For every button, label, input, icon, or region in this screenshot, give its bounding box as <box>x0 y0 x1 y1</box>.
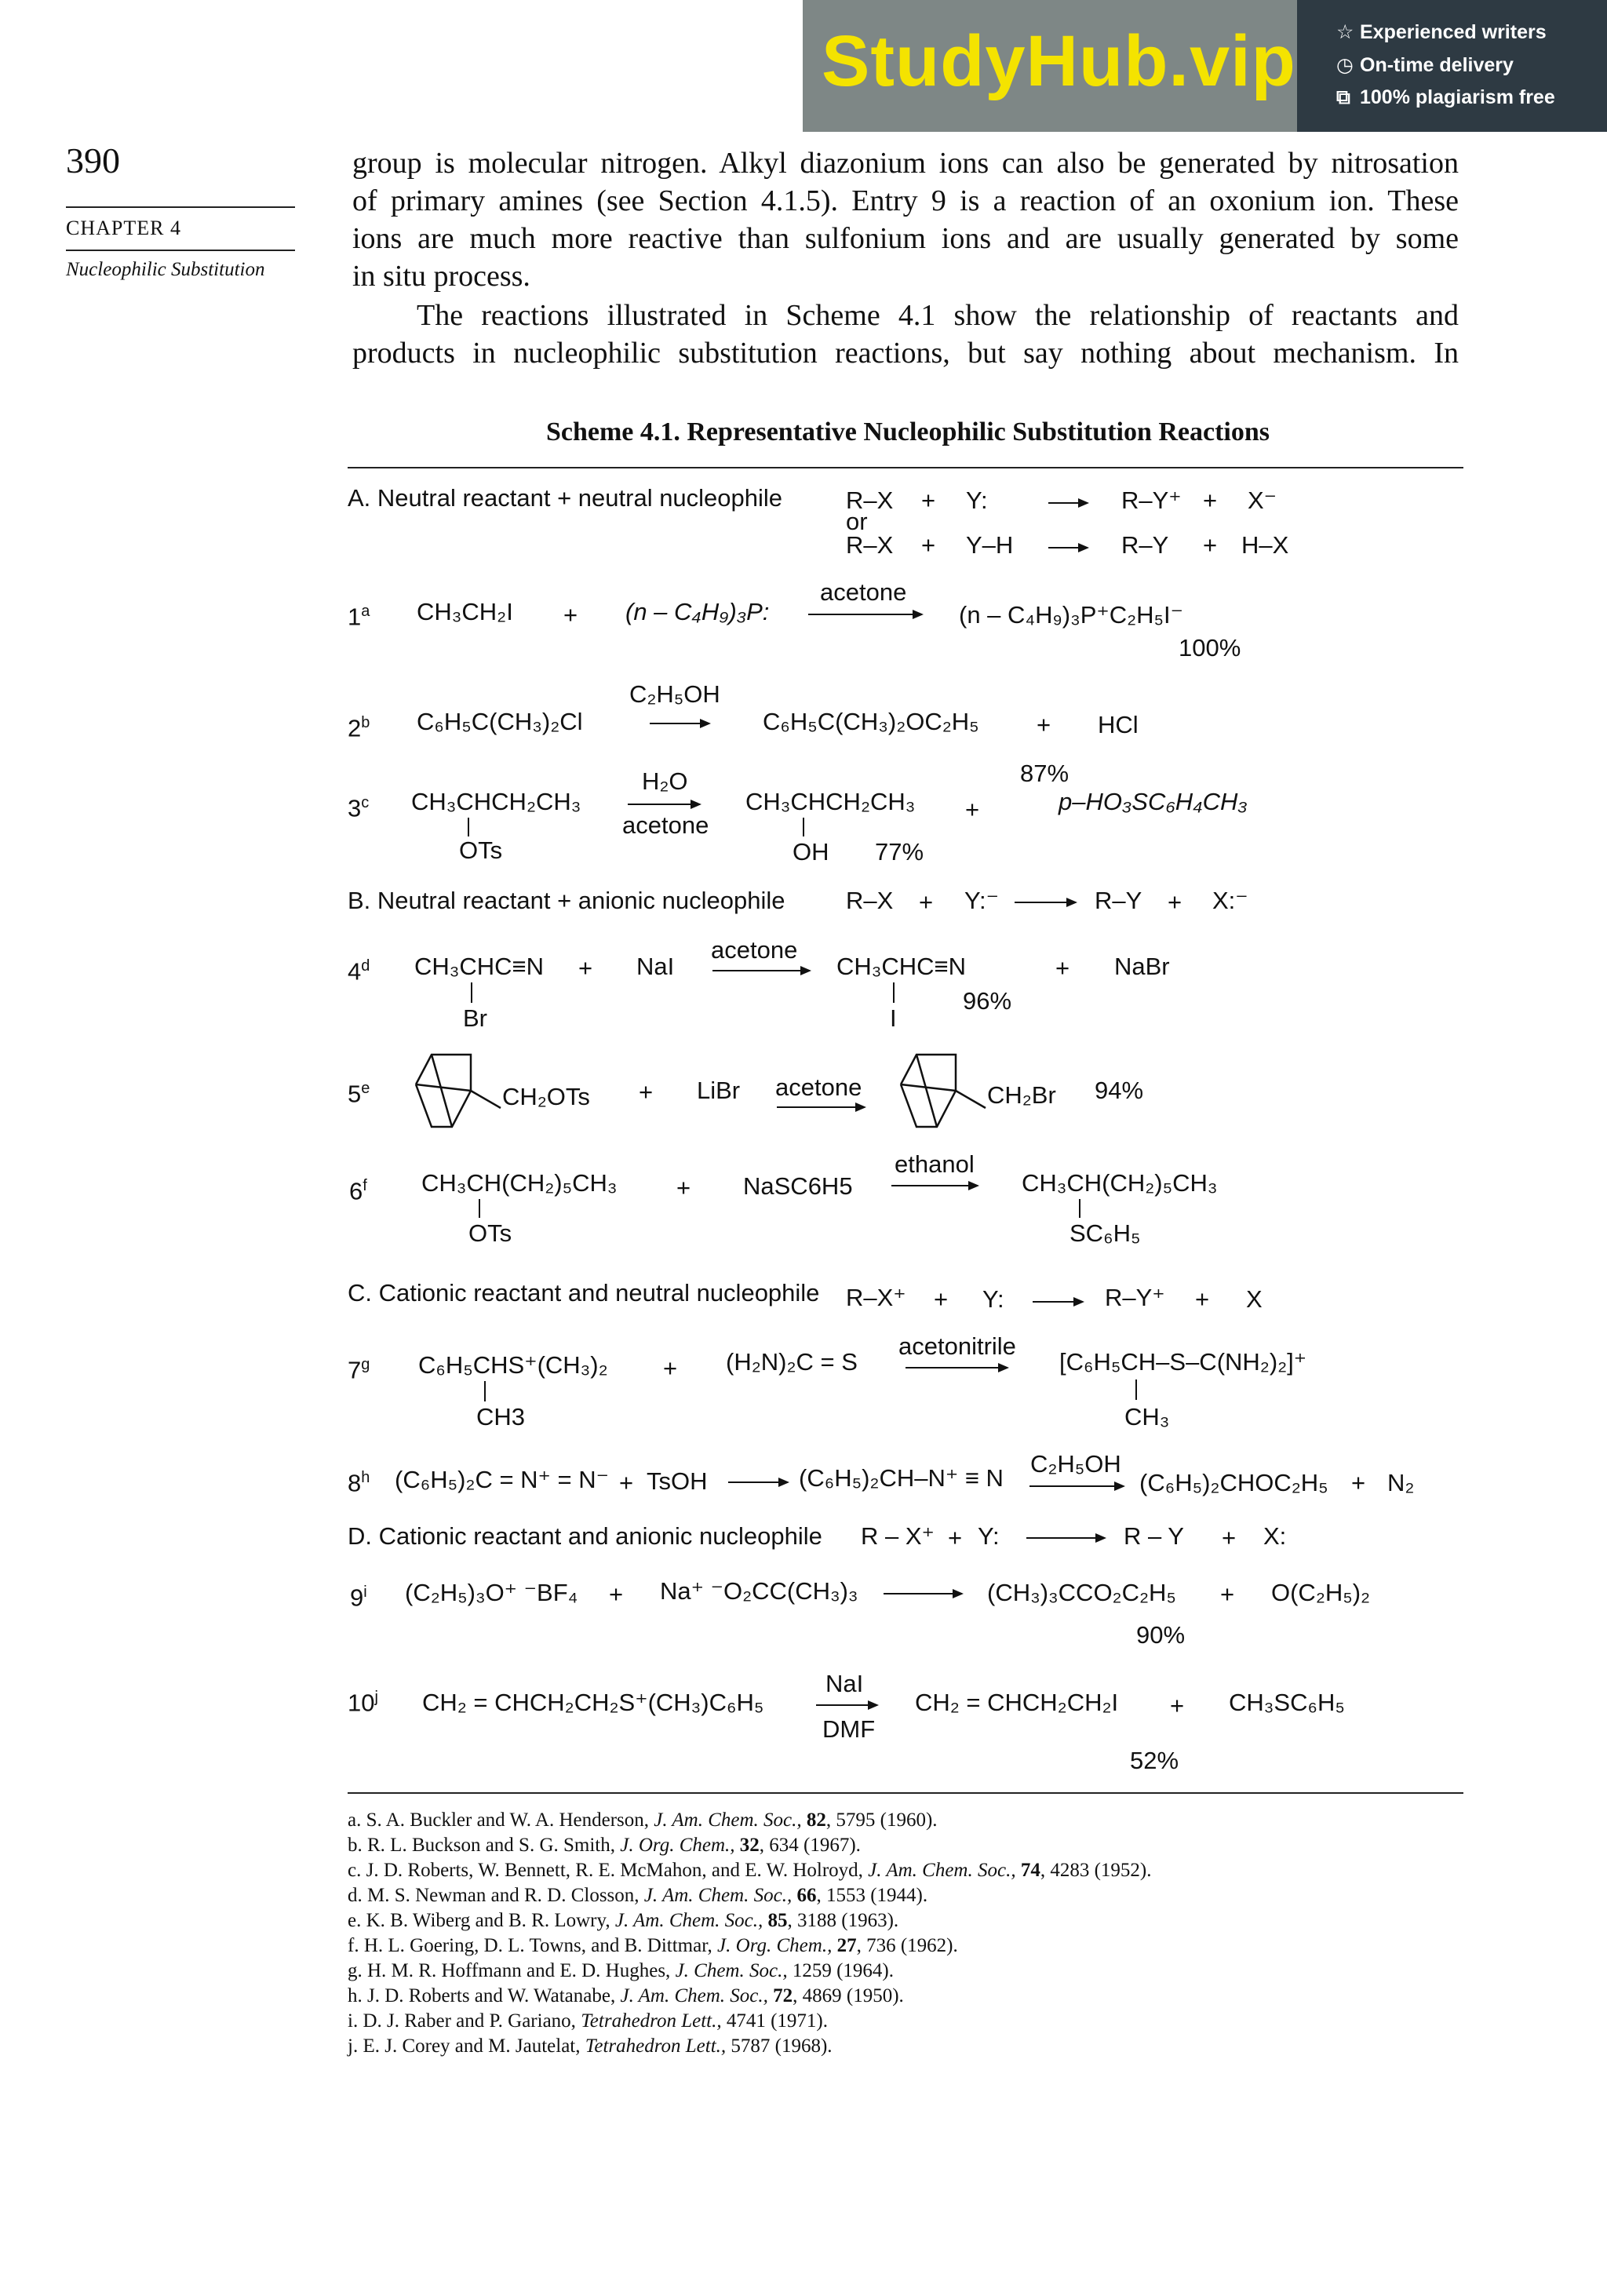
entry-9-byproduct: O(C₂H₅)₂ <box>1271 1579 1371 1606</box>
generic-reactant: R–X⁺ <box>846 1284 906 1311</box>
plus-sign: + <box>921 531 936 559</box>
reference-item: f. H. L. Goering, D. L. Towns, and B. Dittmar, J. Org. Chem., 27, 736 (1962). <box>348 1935 958 1956</box>
entry-9-reactant: (C₂H₅)₃O⁺ ⁻BF₄ <box>405 1579 578 1606</box>
banner-brand-panel <box>803 0 1297 132</box>
generic-nucleophile: Y:⁻ <box>964 887 999 914</box>
generic-nucleophile: Y–H <box>966 531 1014 559</box>
entry-10-number: 10$^j$ <box>348 1689 378 1717</box>
entry-4-nucleophile: NaI <box>636 953 675 980</box>
entry-2-reactant: C₆H₅C(CH₃)₂Cl <box>417 708 583 735</box>
reaction-arrow <box>628 804 700 805</box>
plus-sign: + <box>578 954 593 982</box>
entry-7-reactant-substituent: CH3 <box>476 1403 526 1430</box>
reaction-arrow <box>1048 547 1088 548</box>
generic-product: R–Y <box>1095 887 1142 914</box>
entry-1-yield: 100% <box>1179 634 1241 661</box>
entry-8-intermediate: (C₆H₅)₂CH–N⁺ ≡ N <box>799 1464 1004 1492</box>
chapter-title: Nucleophilic Substitution <box>66 259 265 280</box>
scheme-top-rule <box>348 467 1463 468</box>
entry-6-reactant-substituent: OTs <box>468 1219 512 1247</box>
entry-1-nucleophile: (n – C₄H₉)₃P: <box>625 598 770 625</box>
entry-4-yield: 96% <box>963 987 1012 1015</box>
entry-3-number: 3$^c$ <box>348 794 370 822</box>
entry-10-condition-top: NaI <box>825 1670 864 1697</box>
entry-10-yield: 52% <box>1130 1747 1179 1774</box>
plus-sign: + <box>948 1524 963 1551</box>
plus-sign: + <box>921 487 936 514</box>
scheme-bottom-rule <box>348 1792 1463 1794</box>
plus-sign: + <box>1351 1469 1366 1496</box>
entry-4-number: 4$^d$ <box>348 957 370 986</box>
generic-product: R – Y <box>1124 1522 1184 1550</box>
reaction-arrow <box>808 614 922 615</box>
reaction-arrow <box>1029 1485 1124 1487</box>
entry-3-condition-bottom: acetone <box>622 811 709 839</box>
plus-sign: + <box>1170 1692 1185 1719</box>
body-line: The reactions illustrated in Scheme 4.1 show the relationship of reactants and <box>417 299 1459 332</box>
entry-7-number: 7$^g$ <box>348 1356 370 1384</box>
entry-8-nucleophile: TsOH <box>647 1467 708 1495</box>
reference-item: i. D. J. Raber and P. Gariano, Tetrahedron Lett., 4741 (1971). <box>348 2010 829 2032</box>
entry-6-reactant: CH₃CH(CH₂)₅CH₃ <box>421 1169 618 1197</box>
generic-leaving-group: H–X <box>1241 531 1289 559</box>
body-line: in situ process. <box>352 260 530 293</box>
entry-5-number: 5e <box>348 1080 370 1108</box>
plus-sign: + <box>965 796 980 823</box>
reaction-arrow <box>1033 1301 1083 1303</box>
entry-4-byproduct: NaBr <box>1114 953 1170 980</box>
reference-item: e. K. B. Wiberg and B. R. Lowry, J. Am. Chem. Soc., 85, 3188 (1963). <box>348 1910 899 1931</box>
entry-7-condition: acetonitrile <box>898 1332 1016 1360</box>
reaction-arrow <box>1015 902 1076 903</box>
margin-rule-top <box>66 206 295 208</box>
entry-3-byproduct: p–HO₃SC₆H₄CH₃ <box>1059 788 1248 815</box>
generic-leaving-group: X⁻ <box>1248 487 1277 514</box>
reference-item: h. J. D. Roberts and W. Watanabe, J. Am. Chem. Soc., 72, 4869 (1950). <box>348 1985 904 2006</box>
plus-sign: + <box>663 1354 678 1382</box>
section-a-or: or <box>846 508 868 535</box>
entry-8-number: 8$^h$ <box>348 1469 370 1497</box>
entry-4-product: CH₃CHC≡N <box>836 953 967 980</box>
reference-item: a. S. A. Buckler and W. A. Henderson, J. Am. Chem. Soc., 82, 5795 (1960). <box>348 1809 938 1831</box>
entry-5-reactant: CH₂OTs <box>502 1083 590 1110</box>
generic-product: R–Y <box>1121 531 1169 559</box>
plus-sign: + <box>1203 531 1218 559</box>
entry-2-product: C₆H₅C(CH₃)₂OC₂H₅ <box>763 708 979 735</box>
generic-nucleophile: Y: <box>966 487 988 514</box>
generic-product: R–Y⁺ <box>1121 487 1182 514</box>
entry-10-byproduct: CH₃SC₆H₅ <box>1229 1689 1345 1716</box>
bond-line <box>468 818 469 836</box>
entry-9-product: (CH₃)₃CCO₂C₂H₅ <box>987 1579 1176 1606</box>
plus-sign: + <box>563 601 578 629</box>
feature-on-time-delivery: ◷ On-time delivery <box>1336 54 1514 76</box>
entry-3-yield: 77% <box>875 838 924 866</box>
body-line: products in nucleophilic substitution reactions, but say nothing about mechanism. In <box>352 337 1459 370</box>
plus-sign: + <box>1055 954 1070 982</box>
body-line: of primary amines (see Section 4.1.5). Entry 9 is a reaction of an oxonium ion. These <box>352 184 1459 217</box>
generic-leaving-group: X:⁻ <box>1212 887 1248 914</box>
reference-item: j. E. J. Corey and M. Jautelat, Tetrahedron Lett., 5787 (1968). <box>348 2035 833 2057</box>
entry-4-product-substituent: I <box>890 1004 897 1032</box>
bond-line <box>484 1381 486 1401</box>
entry-4-reactant-substituent: Br <box>463 1004 487 1032</box>
entry-5-condition: acetone <box>775 1073 862 1101</box>
bond-line <box>1079 1199 1080 1218</box>
reaction-arrow <box>906 1367 1008 1368</box>
entry-10-reactant: CH₂ = CHCH₂CH₂S⁺(CH₃)C₆H₅ <box>422 1689 764 1716</box>
bond-line <box>803 818 804 836</box>
entry-3-reactant-substituent: OTs <box>459 836 503 864</box>
entry-8-reactant: (C₆H₅)₂C = N⁺ = N⁻ <box>395 1466 609 1493</box>
plus-sign: + <box>1037 711 1051 738</box>
section-d-label: D. Cationic reactant and anionic nucleophile <box>348 1522 822 1550</box>
plus-sign: + <box>934 1285 949 1313</box>
body-line: ions are much more reactive than sulfonium ions and are usually generated by some <box>352 222 1459 255</box>
entry-7-product-substituent: CH₃ <box>1124 1403 1170 1430</box>
section-a-label: A. Neutral reactant + neutral nucleophile <box>348 484 783 512</box>
norbornane-structure-icon <box>893 1044 987 1138</box>
entry-6-nucleophile: NaSC6H5 <box>743 1172 853 1200</box>
generic-product: R–Y⁺ <box>1105 1284 1165 1311</box>
reaction-arrow <box>816 1704 877 1706</box>
entry-6-condition: ethanol <box>895 1150 975 1178</box>
plus-sign: + <box>609 1580 624 1608</box>
norbornane-structure-icon <box>408 1044 502 1138</box>
entry-2-number: 2$^b$ <box>348 714 370 742</box>
entry-3-product: CH₃CHCH₂CH₃ <box>745 788 916 815</box>
star-icon: ☆ <box>1336 21 1354 43</box>
entry-8-product: (C₆H₅)₂CHOC₂H₅ <box>1139 1469 1328 1496</box>
reaction-arrow <box>1048 502 1088 504</box>
entry-1-reactant: CH₃CH₂I <box>417 598 513 625</box>
plus-sign: + <box>919 888 934 916</box>
studyhub-banner[interactable] <box>803 0 1607 132</box>
plus-sign: + <box>1168 888 1182 916</box>
feature-experienced-writers: ☆ Experienced writers <box>1336 21 1547 43</box>
entry-6-product: CH₃CH(CH₂)₅CH₃ <box>1022 1169 1218 1197</box>
reference-item: c. J. D. Roberts, W. Bennett, R. E. McMahon, and E. W. Holroyd, J. Am. Chem. Soc., 74, 4283 (1952). <box>348 1860 1152 1881</box>
entry-4-condition: acetone <box>711 936 798 964</box>
entry-7-product: [C₆H₅CH–S–C(NH₂)₂]⁺ <box>1059 1348 1307 1376</box>
entry-7-nucleophile: (H₂N)₂C = S <box>726 1348 858 1376</box>
generic-leaving-group: X <box>1246 1285 1263 1313</box>
brand-logo-text: StudyHub.vip <box>822 21 1296 101</box>
section-b-label: B. Neutral reactant + anionic nucleophile <box>348 887 785 914</box>
entry-3-reactant: CH₃CHCH₂CH₃ <box>411 788 581 815</box>
entry-1-product: (n – C₄H₉)₃P⁺C₂H₅I⁻ <box>959 601 1184 629</box>
entry-10-condition-bottom: DMF <box>822 1715 876 1743</box>
bond-line <box>471 982 472 1003</box>
section-c-label: C. Cationic reactant and neutral nucleophile <box>348 1279 820 1307</box>
entry-5-product: CH₂Br <box>987 1081 1056 1109</box>
bond-line <box>1135 1379 1137 1400</box>
entry-5-nucleophile: LiBr <box>697 1077 741 1104</box>
entry-1-number: 1$^a$ <box>348 603 370 631</box>
entry-3-product-substituent: OH <box>793 838 829 866</box>
reaction-arrow <box>712 970 810 971</box>
plus-sign: + <box>1203 487 1218 514</box>
bond-line <box>893 982 895 1003</box>
entry-6-product-substituent: SC₆H₅ <box>1070 1219 1141 1247</box>
entry-10-product: CH₂ = CHCH₂CH₂I <box>915 1689 1119 1716</box>
generic-nucleophile: Y: <box>978 1522 1000 1550</box>
plus-sign: + <box>619 1469 634 1496</box>
copy-icon: ⧉ <box>1336 86 1350 108</box>
reaction-arrow <box>1026 1537 1105 1539</box>
plus-sign: + <box>639 1078 654 1106</box>
entry-9-yield: 90% <box>1136 1621 1186 1649</box>
page-number: 390 <box>66 140 120 180</box>
reaction-arrow <box>650 723 709 724</box>
entry-8-condition: C₂H₅OH <box>1030 1450 1121 1478</box>
entry-3-byproduct-yield: 87% <box>1020 760 1070 787</box>
entry-1-condition: acetone <box>820 578 907 606</box>
generic-reactant: R–X <box>846 487 894 514</box>
feature-plagiarism-free: ⧉ 100% plagiarism free <box>1336 86 1555 108</box>
entry-3-condition-top: H₂O <box>642 767 688 795</box>
generic-nucleophile: Y: <box>982 1285 1004 1313</box>
reaction-arrow <box>777 1106 865 1108</box>
entry-5-yield: 94% <box>1095 1077 1144 1104</box>
reference-item: d. M. S. Newman and R. D. Closson, J. Am. Chem. Soc., 66, 1553 (1944). <box>348 1885 928 1906</box>
entry-9-nucleophile: Na⁺ ⁻O₂CC(CH₃)₃ <box>660 1577 858 1605</box>
reaction-arrow <box>891 1185 978 1186</box>
generic-reactant: R–X <box>846 531 894 559</box>
plus-sign: + <box>676 1174 691 1201</box>
reference-item: b. R. L. Buckson and S. G. Smith, J. Org. Chem., 32, 634 (1967). <box>348 1835 861 1856</box>
generic-reactant: R–X <box>846 887 894 914</box>
body-line: group is molecular nitrogen. Alkyl diazonium ions can also be generated by nitrosation <box>352 147 1459 180</box>
entry-4-reactant: CH₃CHC≡N <box>414 953 545 980</box>
entry-9-number: 9$^i$ <box>350 1584 367 1612</box>
entry-2-byproduct: HCl <box>1098 711 1139 738</box>
entry-6-number: 6$^f$ <box>349 1177 367 1205</box>
entry-8-byproduct: N₂ <box>1387 1469 1415 1496</box>
bond-line <box>479 1199 480 1218</box>
scheme-title: Scheme 4.1. Representative Nucleophilic Substitution Reactions <box>545 417 1270 446</box>
margin-rule-middle <box>66 250 295 251</box>
chapter-label: CHAPTER 4 <box>66 217 181 239</box>
plus-sign: + <box>1222 1524 1237 1551</box>
entry-7-reactant: C₆H₅CHS⁺(CH₃)₂ <box>418 1351 608 1379</box>
reaction-arrow <box>728 1481 788 1483</box>
clock-icon: ◷ <box>1336 54 1354 76</box>
entry-2-condition: C₂H₅OH <box>629 680 720 708</box>
generic-reactant: R – X⁺ <box>861 1522 935 1550</box>
reaction-arrow <box>884 1593 962 1594</box>
reference-item: g. H. M. R. Hoffmann and E. D. Hughes, J. Chem. Soc., 1259 (1964). <box>348 1960 894 1981</box>
plus-sign: + <box>1220 1580 1235 1608</box>
plus-sign: + <box>1195 1285 1210 1313</box>
generic-leaving-group: X: <box>1263 1522 1287 1550</box>
